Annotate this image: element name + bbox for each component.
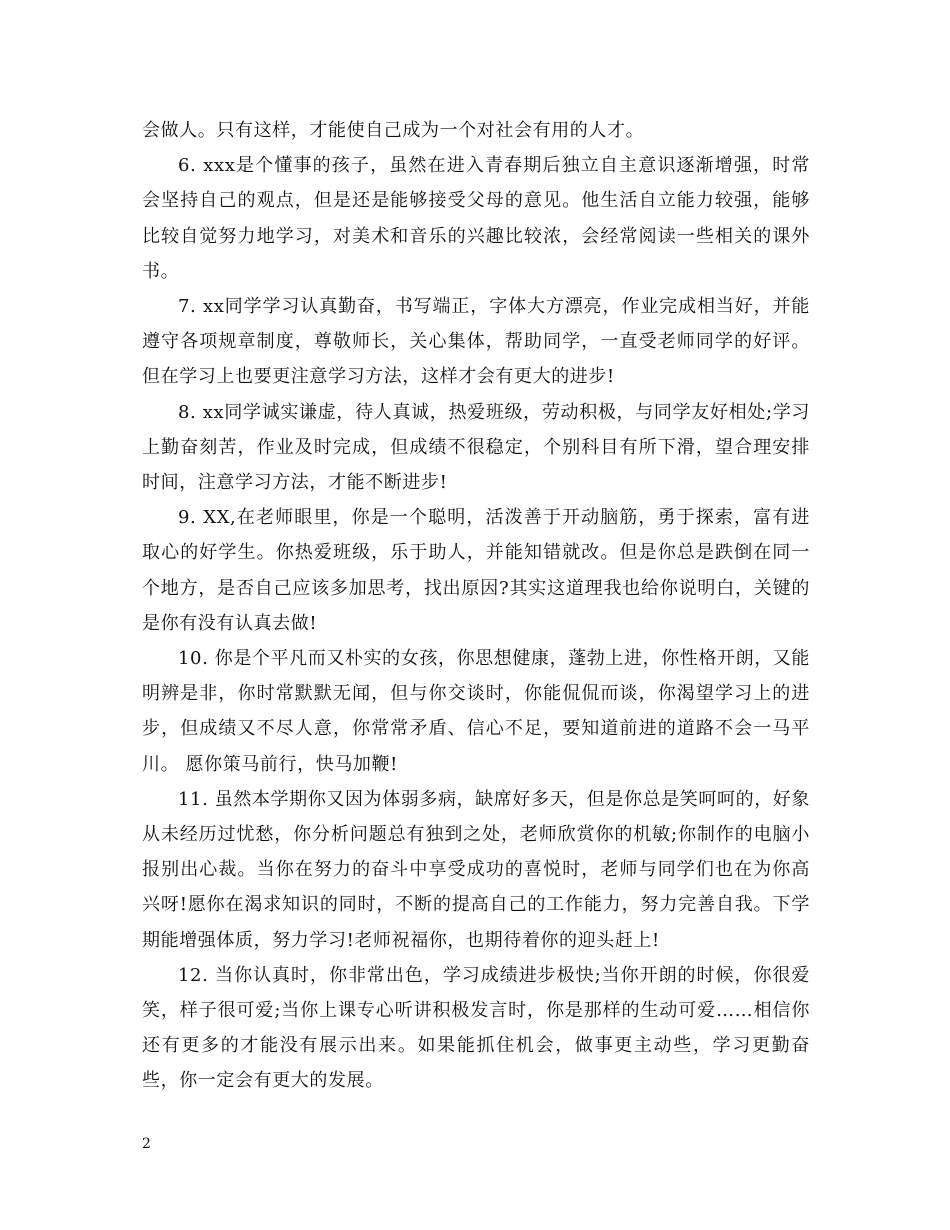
page-number: 2 <box>142 1136 151 1152</box>
paragraph-continued: 会做人。只有这样，才能使自己成为一个对社会有用的人才。 <box>142 120 645 141</box>
paragraph-item-12: 12. 当你认真时，你非常出色，学习成绩进步极快;当你开朗的时候，你很爱笑，样子很可爱;当你上课专心听讲积极发言时，你是那样的生动可爱……相信你还有更多的才能没有展示出来。如果能抓住机会，做事更主动些，学习更勤奋些，你一定会有更大的发展。 <box>142 964 810 1092</box>
paragraph-item-10: 10. 你是个平凡而又朴实的女孩，你思想健康，蓬勃上进，你性格开朗，又能明辨是非，你时常默默无闻，但与你交谈时，你能侃侃而谈，你渴望学习上的进步，但成绩又不尽人意，你常常矛盾、信心不足，要知道前进的道路不会一马平川。 愿你策马前行，快马加鞭! <box>142 648 810 775</box>
paragraph-item-7: 7. xx同学学习认真勤奋，书写端正，字体大方漂亮，作业完成相当好，并能遵守各项规章制度，尊敬师长，关心集体，帮助同学，一直受老师同学的好评。但在学习上也要更注意学习方法，这样才会有更大的进步! <box>142 296 810 388</box>
document-body <box>142 113 810 1099</box>
paragraph-item-9: 9. XX,在老师眼里，你是一个聪明，活泼善于开动脑筋，勇于探索，富有进取心的好学生。你热爱班级，乐于助人，并能知错就改。但是你总是跌倒在同一个地方，是否自己应该多加思考，找出原因?其实这道理我也给你说明白，关键的是你有没有认真去做! <box>142 507 810 634</box>
paragraph-item-6: 6. xxx是个懂事的孩子，虽然在进入青春期后独立自主意识逐渐增强，时常会坚持自己的观点，但是还是能够接受父母的意见。他生活自立能力较强，能够比较自觉努力地学习，对美术和音乐的兴趣比较浓，会经常阅读一些相关的课外书。 <box>142 155 810 282</box>
paragraph-item-8: 8. xx同学诚实谦虚，待人真诚，热爱班级，劳动积极，与同学友好相处;学习上勤奋刻苦，作业及时完成，但成绩不很稳定，个别科目有所下滑，望合理安排时间，注意学习方法，才能不断进步! <box>142 401 810 494</box>
paragraph-item-11: 11. 虽然本学期你又因为体弱多病，缺席好多天，但是你总是笑呵呵的，好象从未经历过忧愁，你分析问题总有独到之处，老师欣赏你的机敏;你制作的电脑小报别出心裁。当你在努力的奋斗中享受成功的喜悦时，老师与同学们也在为你高兴呀!愿你在渴求知识的同时，不断的提高自己的工作能力，努力完善自我。下学期能增强体质，努力学习!老师祝福你，也期待着你的迎头赶上! <box>142 788 810 951</box>
